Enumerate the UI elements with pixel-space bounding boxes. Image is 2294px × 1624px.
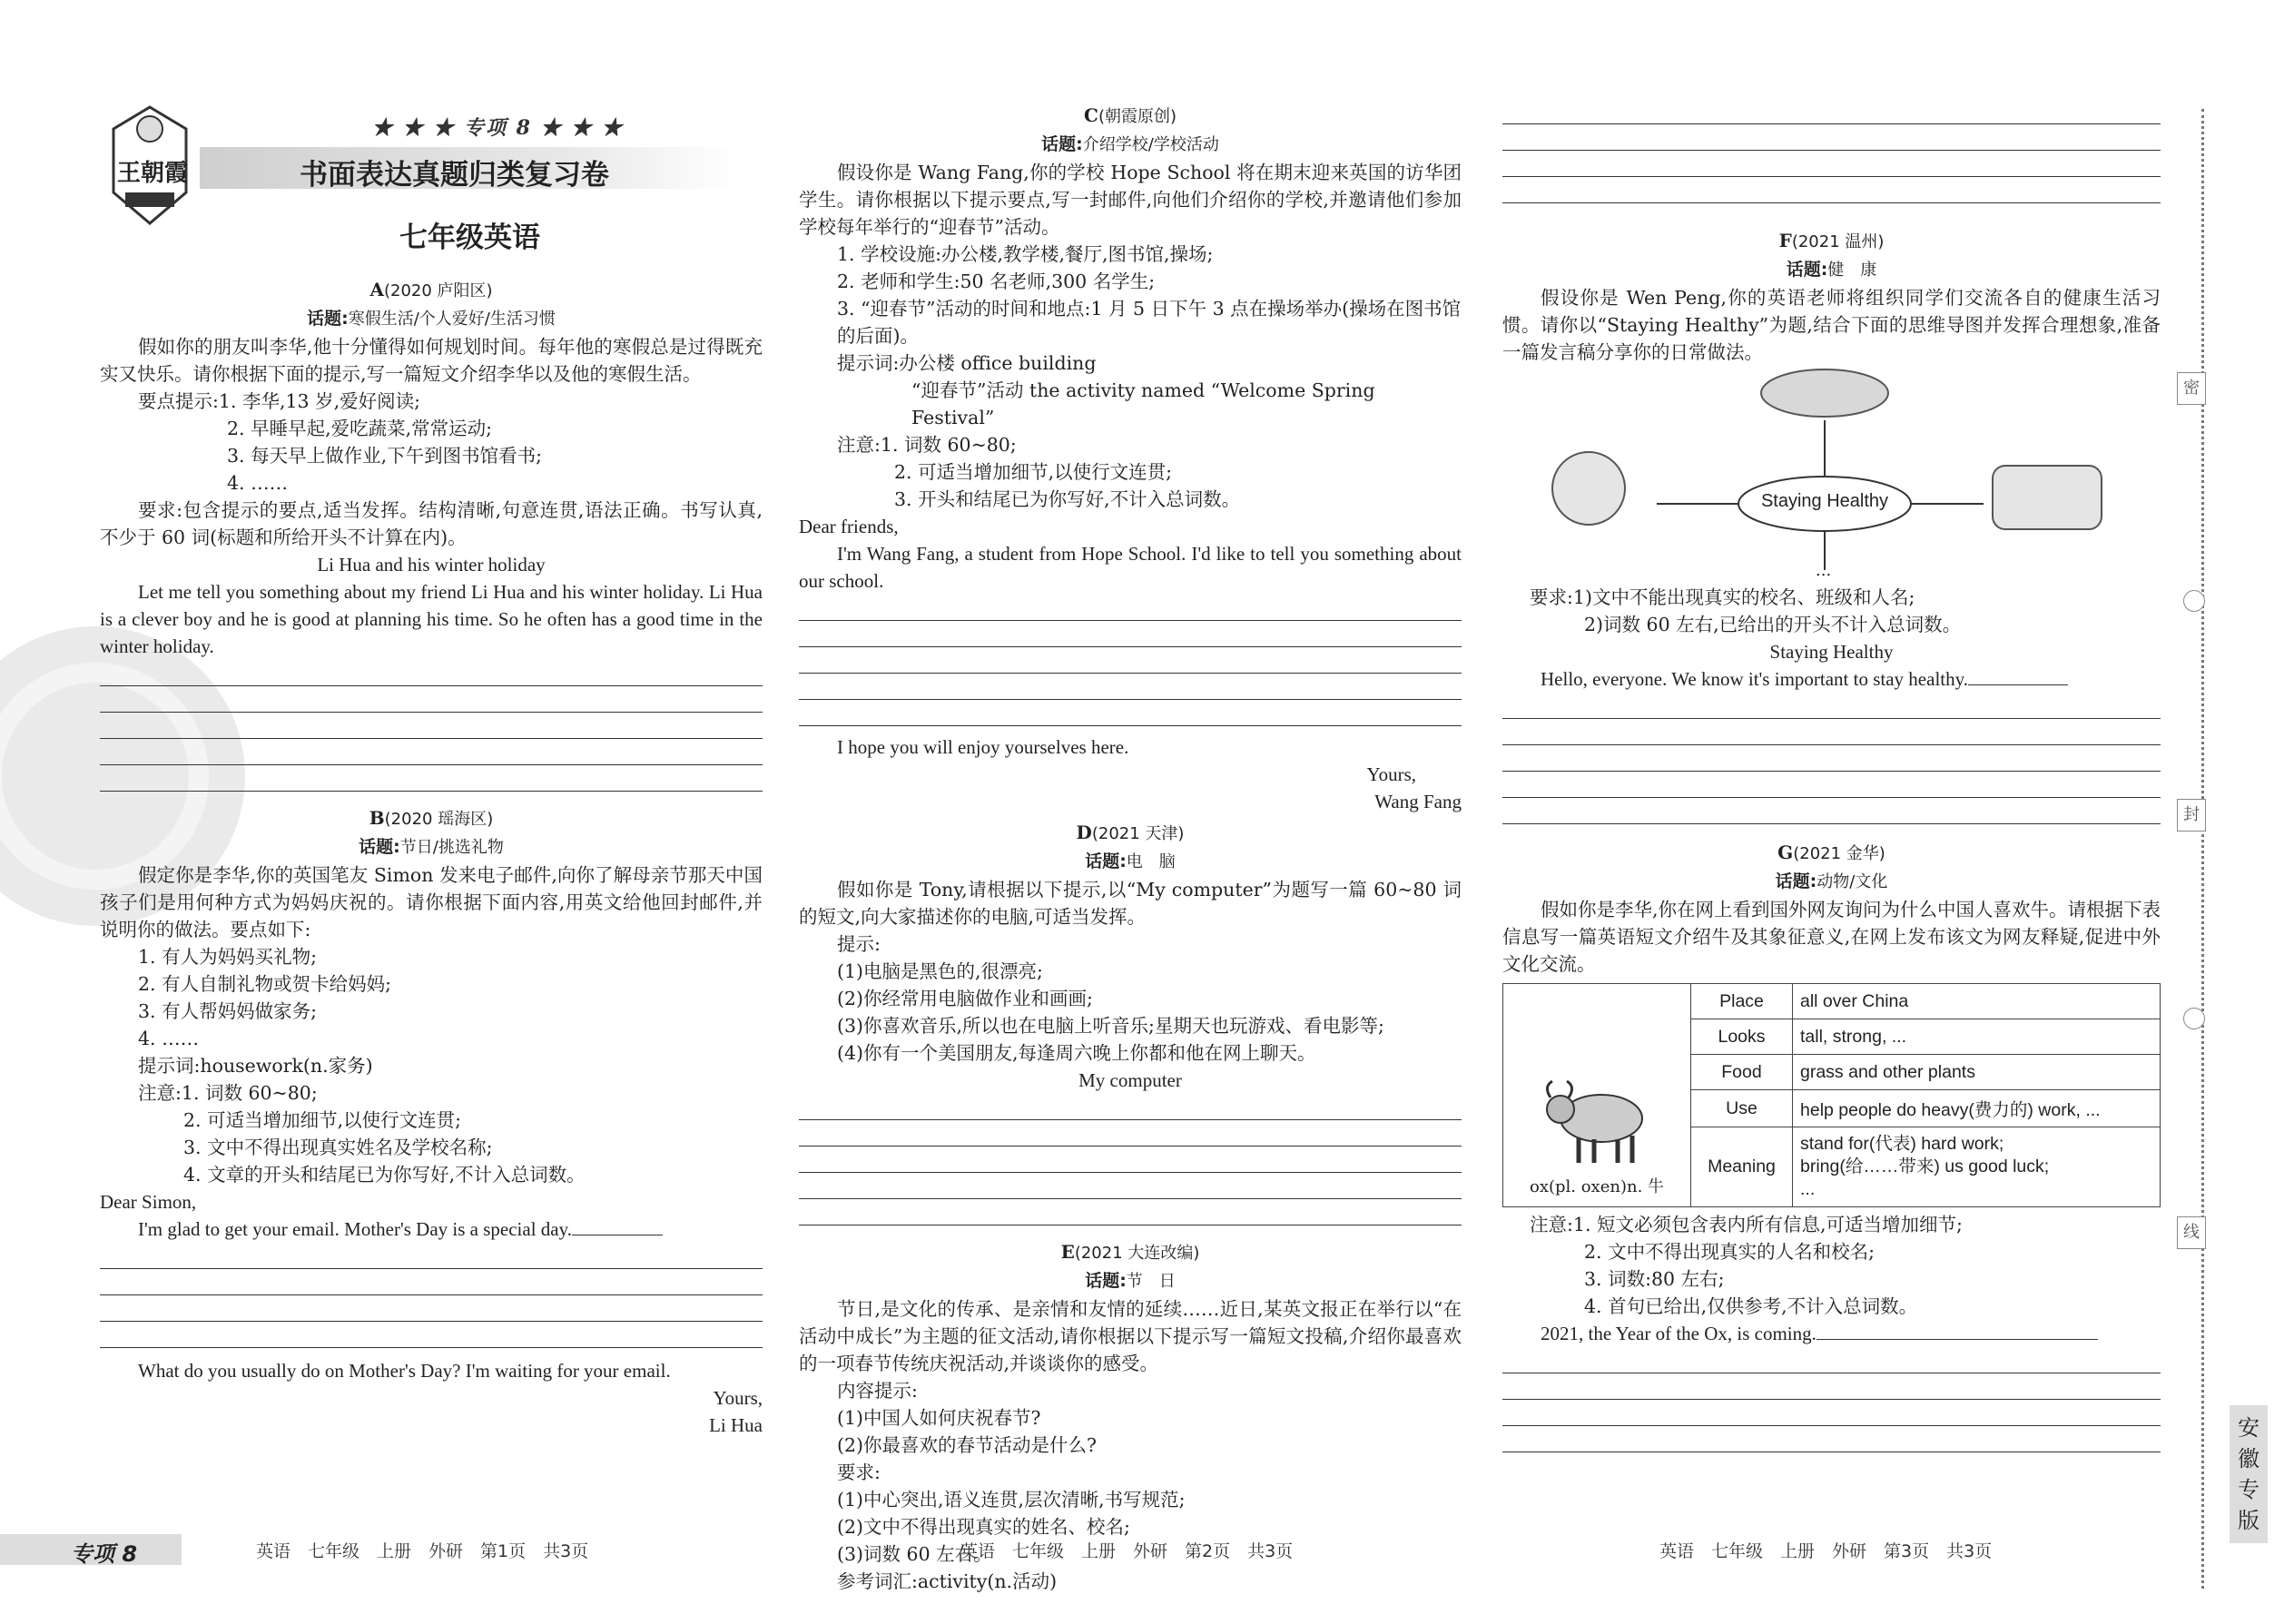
section-a-point: 3. 每天早上做作业,下午到图书馆看书;: [227, 445, 542, 467]
kids-illustration: [1552, 452, 1625, 525]
footer-page-1: 英语 七年级 上册 外研 第1页 共3页: [256, 1541, 589, 1561]
section-e-req: (1)中心突出,语义连贯,层次清晰,书写规范;: [837, 1489, 1186, 1511]
ox-info-table: [1502, 983, 2161, 1207]
section-a-point: 4. ……: [227, 472, 289, 494]
writing-line[interactable]: [799, 1199, 1462, 1225]
writing-line[interactable]: [100, 713, 763, 739]
section-e-intro: 节日,是文化的传承、是亲情和友情的延续……近日,某英文报正在举行以“在活动中成长”为主题的征文活动,请你根据以下提示写一篇短文投稿,介绍你最喜欢的一项春节传统庆祝活动,并谈谈你的感受。: [799, 1298, 1462, 1374]
section-b-topic: 话题:节日/挑选礼物: [359, 837, 504, 857]
writing-line[interactable]: [100, 765, 763, 792]
section-b-note: 4. 文章的开头和结尾已为你写好,不计入总词数。: [183, 1164, 586, 1186]
section-d-point: (3)你喜欢音乐,所以也在电脑上听音乐;星期天也玩游戏、看电影等;: [837, 1015, 1384, 1037]
section-d-point: (4)你有一个美国朋友,每逢周六晚上你都和他在网上聊天。: [837, 1042, 1316, 1064]
section-c-note: 注意:1. 词数 60~80;: [837, 434, 1017, 456]
writing-line[interactable]: [100, 1243, 763, 1269]
table-value: stand for(代表) hard work; bring(给……带来) us good luck; ...: [1793, 1127, 2161, 1207]
food-illustration: [1761, 369, 1888, 417]
section-b-point: 1. 有人为妈妈买礼物;: [138, 946, 317, 968]
table-key: Meaning: [1691, 1127, 1793, 1207]
writing-line[interactable]: [100, 1295, 763, 1322]
section-c-opening: I'm Wang Fang, a student from Hope School. I'd like to tell you something about our school.: [799, 543, 1462, 592]
header-subtitle: 七年级英语: [399, 221, 540, 254]
table-key: Use: [1691, 1090, 1793, 1127]
section-e-req-label: 要求:: [837, 1462, 881, 1483]
writing-line[interactable]: [100, 660, 763, 686]
section-d-intro: 假如你是 Tony,请根据以下提示,以“My computer”为题写一篇 60~80 词的短文,向大家描述你的电脑,可适当发挥。: [799, 879, 1462, 928]
section-a-requirements: 要求:包含提示的要点,适当发挥。结构清晰,句意连贯,语法正确。书写认真,不少于 60 词(标题和所给开头不计算在内)。: [100, 499, 763, 548]
seal-char-feng: 封: [2177, 799, 2206, 832]
ox-cell: [1503, 984, 1691, 1207]
writing-line[interactable]: [799, 674, 1462, 700]
section-b-intro: 假定你是李华,你的英国笔友 Simon 发来电子邮件,向你了解母亲节那天中国孩子们是用何种方式为妈妈庆祝的。请你根据下面内容,用英文给他回封邮件,并说明你的做法。要点如下:: [100, 864, 763, 940]
section-c-note: 3. 开头和结尾已为你写好,不计入总词数。: [894, 488, 1241, 510]
writing-line[interactable]: [1502, 151, 2161, 177]
section-f-opening: Hello, everyone. We know it's important to stay healthy.: [1502, 665, 2161, 693]
writing-line[interactable]: [1502, 1347, 2161, 1373]
section-f-req: 要求:1)文中不能出现真实的校名、班级和人名;: [1530, 586, 1915, 608]
section-a-essay-title: Li Hua and his winter holiday: [317, 554, 546, 576]
writing-line[interactable]: [799, 1094, 1462, 1120]
section-g-note: 2. 文中不得出现真实的人名和校名;: [1584, 1241, 1875, 1263]
section-g-intro: 假如你是李华,你在网上看到国外网友询问为什么中国人喜欢牛。请根据下表信息写一篇英语短文介绍牛及其象征意义,在网上发布该文为网友释疑,促进中外文化交流。: [1502, 899, 2161, 975]
section-b-point: 2. 有人自制礼物或贺卡给妈妈;: [138, 973, 391, 995]
section-d-point: (2)你经常用电脑做作业和画画;: [837, 988, 1093, 1009]
section-b-note: 3. 文中不得出现真实姓名及学校名称;: [183, 1137, 493, 1158]
binding-hole: [2183, 590, 2205, 612]
writing-line[interactable]: [1502, 693, 2161, 719]
writing-line[interactable]: [1502, 1373, 2161, 1400]
header-title: 书面表达真题归类复习卷: [300, 159, 609, 192]
table-value: all over China: [1793, 984, 2161, 1019]
mind-map-more: ...: [1816, 561, 1832, 580]
table-key: Food: [1691, 1055, 1793, 1090]
binding-hole: [2183, 1008, 2205, 1029]
section-d-topic: 话题:电 脑: [1085, 851, 1176, 871]
table-value: grass and other plants: [1793, 1055, 2161, 1090]
section-g-note: 4. 首句已给出,仅供参考,不计入总词数。: [1584, 1295, 1918, 1317]
section-e-title: E(2021 大连改编): [1060, 1241, 1200, 1263]
table-key: Place: [1691, 984, 1793, 1019]
writing-line[interactable]: [799, 1147, 1462, 1173]
section-c-topic: 话题:介绍学校/学校活动: [1041, 134, 1219, 154]
section-d-essay-title: My computer: [1078, 1069, 1182, 1091]
section-b-greeting: Dear Simon,: [100, 1191, 197, 1213]
header: [100, 102, 763, 274]
writing-line[interactable]: [799, 621, 1462, 647]
logo-text: 王朝霞: [116, 160, 188, 187]
section-d-point: (1)电脑是黑色的,很漂亮;: [837, 960, 1043, 982]
section-b-note: 2. 可适当增加细节,以使行文连贯;: [183, 1109, 461, 1131]
section-b-closing: What do you usually do on Mother's Day? I'm waiting for your email.: [138, 1360, 671, 1382]
section-a-intro: 假如你的朋友叫李华,他十分懂得如何规划时间。每年他的寒假总是过得既充实又快乐。请你根据下面的提示,写一篇短文介绍李华以及他的寒假生活。: [100, 336, 763, 385]
section-d-hint-label: 提示:: [837, 933, 881, 955]
section-b-signoff: Yours,: [713, 1387, 763, 1409]
section-c-hint: 提示词:办公楼 office building: [837, 352, 1097, 374]
section-g-topic: 话题:动物/文化: [1775, 871, 1888, 891]
section-g-title: G(2021 金华): [1777, 842, 1885, 863]
writing-line[interactable]: [1502, 1400, 2161, 1426]
section-a-opening: Let me tell you something about my friend Li Hua and his winter holiday. Li Hua is a clever boy and he is good at planning his time. So he often has a good time in the winter holiday.: [100, 581, 763, 657]
section-c-hint: “迎春节”活动 the activity named “Welcome Spring Festival”: [911, 379, 1375, 428]
writing-line[interactable]: [1502, 798, 2161, 824]
writing-line[interactable]: [1502, 98, 2161, 124]
section-f-intro: 假设你是 Wen Peng,你的英语老师将组织同学们交流各自的健康生活习惯。请你以“Staying Healthy”为题,结合下面的思维导图并发挥合理想象,准备一篇发言稿分享你的日常做法。: [1502, 287, 2161, 363]
section-c-closing: I hope you will enjoy yourselves here.: [837, 736, 1129, 758]
sleeping-illustration: [1993, 466, 2102, 529]
section-c-point: 1. 学校设施:办公楼,教学楼,餐厅,图书馆,操场;: [837, 243, 1214, 265]
footer-page-2: 英语 七年级 上册 外研 第2页 共3页: [960, 1541, 1294, 1561]
section-c-note: 2. 可适当增加细节,以使行文连贯;: [894, 461, 1172, 483]
section-f-topic: 话题:健 康: [1786, 260, 1877, 280]
ox-illustration: [1538, 1068, 1656, 1168]
section-c-intro: 假设你是 Wang Fang,你的学校 Hope School 将在期末迎来英国的访华团学生。请你根据以下提示要点,写一封邮件,向他们介绍你的学校,并邀请他们参加学校每年举行的“迎春节”活动。: [799, 162, 1462, 238]
writing-line[interactable]: [1502, 719, 2161, 745]
column-1: [100, 272, 763, 1439]
header-badge: ★ ★ ★ 专项 8 ★ ★ ★: [372, 116, 624, 140]
writing-line[interactable]: [1502, 124, 2161, 151]
column-3: [1502, 98, 2161, 1452]
section-c-title: C(朝霞原创): [1084, 104, 1177, 126]
section-e-ref: 参考词汇:activity(n.活动): [837, 1570, 1058, 1592]
writing-line[interactable]: [1816, 1321, 2098, 1340]
writing-line[interactable]: [1502, 177, 2161, 203]
section-g-opening: 2021, the Year of the Ox, is coming.: [1502, 1320, 2161, 1347]
writing-line[interactable]: [100, 686, 763, 713]
section-e-req: (2)文中不得出现真实的姓名、校名;: [837, 1516, 1130, 1538]
section-a-title: A(2020 庐阳区): [369, 279, 493, 300]
section-b-point: 4. ……: [138, 1028, 200, 1049]
section-a-point: 2. 早睡早起,爱吃蔬菜,常常运动;: [227, 418, 493, 439]
column-2: [799, 98, 1462, 1595]
table-key: Looks: [1691, 1019, 1793, 1055]
section-f-req: 2)词数 60 左右,已给出的开头不计入总词数。: [1584, 614, 1962, 635]
writing-line[interactable]: [572, 1216, 663, 1235]
section-a-points-label: 要点提示:1. 李华,13 岁,爱好阅读;: [138, 390, 421, 412]
writing-line[interactable]: [1502, 772, 2161, 798]
section-d-title: D(2021 天津): [1076, 822, 1185, 843]
writing-line[interactable]: [799, 595, 1462, 621]
edition-label: 安徽专版: [2230, 1405, 2268, 1543]
section-b-title: B(2020 瑶海区): [369, 807, 494, 829]
mind-map-center: Staying Healthy: [1760, 491, 1889, 511]
section-c-point: 2. 老师和学生:50 名老师,300 名学生;: [837, 271, 1156, 292]
writing-line[interactable]: [100, 1269, 763, 1295]
section-c-signoff: Yours,: [1366, 763, 1416, 785]
writing-line[interactable]: [799, 647, 1462, 674]
section-g-note: 3. 词数:80 左右;: [1584, 1268, 1725, 1290]
writing-line[interactable]: [799, 700, 1462, 726]
binding-dotted-line: [2201, 109, 2204, 1589]
table-value: tall, strong, ...: [1793, 1019, 2161, 1055]
writing-line[interactable]: [799, 1120, 1462, 1147]
section-c-greeting: Dear friends,: [799, 516, 899, 537]
section-b-point: 3. 有人帮妈妈做家务;: [138, 1000, 317, 1022]
section-a-topic: 话题:寒假生活/个人爱好/生活习惯: [307, 309, 556, 329]
section-g-note: 注意:1. 短文必须包含表内所有信息,可适当增加细节;: [1530, 1214, 1963, 1235]
writing-line[interactable]: [100, 1322, 763, 1348]
table-value: help people do heavy(费力的) work, ...: [1793, 1090, 2161, 1127]
section-f-title: F(2021 温州): [1778, 230, 1885, 251]
footer-page-3: 英语 七年级 上册 外研 第3页 共3页: [1659, 1541, 1993, 1561]
writing-line[interactable]: [1502, 745, 2161, 772]
writing-line[interactable]: [1502, 1426, 2161, 1452]
seal-char-mi: 密: [2177, 372, 2206, 405]
section-c-point: 3. “迎春节”活动的时间和地点:1 月 5 日下午 3 点在操场举办(操场在图书馆的后面)。: [837, 298, 1462, 347]
section-c-name: Wang Fang: [1374, 791, 1462, 812]
ox-caption: ox(pl. oxen)n. 牛: [1529, 1177, 1665, 1196]
writing-line[interactable]: [100, 739, 763, 765]
section-b-note: 注意:1. 词数 60~80;: [138, 1082, 318, 1104]
section-e-point: (1)中国人如何庆祝春节?: [837, 1407, 1041, 1429]
mind-map: [1502, 366, 2161, 584]
section-f-essay-title: Staying Healthy: [1769, 641, 1894, 663]
seal-char-xian: 线: [2177, 1216, 2206, 1249]
section-b-opening: I'm glad to get your email. Mother's Day is a special day.: [100, 1216, 763, 1243]
writing-line[interactable]: [1968, 666, 2068, 685]
section-b-hint: 提示词:housework(n.家务): [138, 1055, 373, 1077]
section-e-topic: 话题:节 日: [1085, 1271, 1176, 1291]
section-e-content-label: 内容提示:: [837, 1380, 918, 1402]
section-b-name: Li Hua: [709, 1414, 763, 1436]
section-e-req: (3)词数 60 左右。: [837, 1543, 992, 1565]
section-e-point: (2)你最喜欢的春节活动是什么?: [837, 1434, 1098, 1456]
writing-line[interactable]: [799, 1173, 1462, 1199]
table-row: [1503, 984, 2161, 1019]
footer-badge-text: 专项 8: [71, 1541, 138, 1567]
logo: [100, 102, 200, 229]
